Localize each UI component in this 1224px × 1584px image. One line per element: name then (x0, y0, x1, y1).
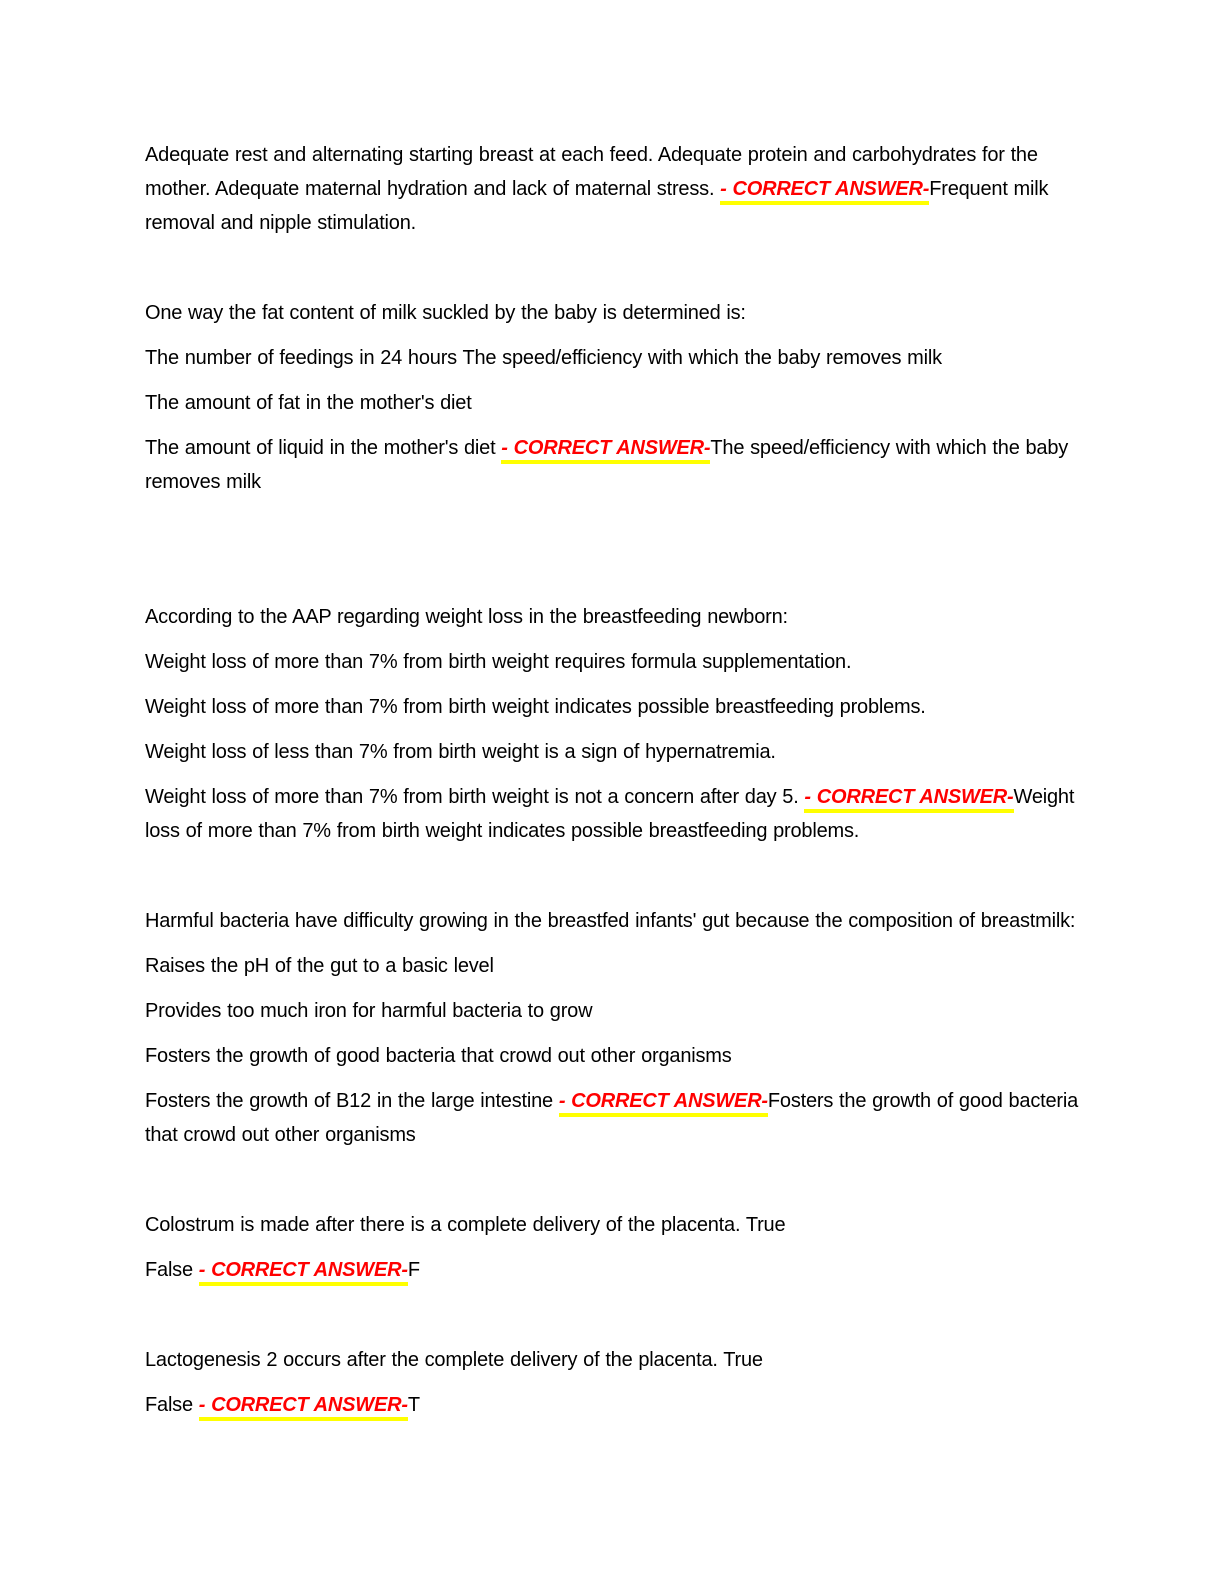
paragraph (145, 341, 1080, 375)
paragraph (145, 780, 1080, 848)
paragraph (145, 735, 1080, 769)
body-text: Fosters the growth of B12 in the large intestine (145, 1090, 559, 1112)
correct-answer-label: - CORRECT ANSWER- (559, 1090, 768, 1117)
body-text: The number of feedings in 24 hours The speed/efficiency with which the baby removes milk (145, 347, 942, 369)
body-text: The amount of liquid in the mother's diet (145, 437, 502, 459)
body-text: Adequate rest and alternating starting breast at each feed. Adequate protein and carbohydrates for the mother. Adequate maternal hydration and lack of maternal stress. (145, 144, 1038, 200)
paragraph (145, 1039, 1080, 1073)
paragraph (145, 1208, 1080, 1242)
body-text: Raises the pH of the gut to a basic level (145, 955, 494, 977)
correct-answer-label: - CORRECT ANSWER- (804, 786, 1013, 813)
paragraph (145, 431, 1080, 499)
body-text: T (407, 1394, 420, 1416)
body-text: The amount of fat in the mother's diet (145, 392, 472, 414)
blank-line (145, 555, 1080, 589)
paragraph (145, 1084, 1080, 1152)
correct-answer-label: - CORRECT ANSWER- (199, 1394, 408, 1421)
body-text: Lactogenesis 2 occurs after the complete delivery of the placenta. True (145, 1349, 763, 1371)
paragraph (145, 949, 1080, 983)
paragraph (145, 690, 1080, 724)
paragraph (145, 904, 1080, 938)
blank-line (145, 859, 1080, 893)
body-text: Weight loss of more than 7% from birth weight requires formula supplementation. (145, 651, 852, 673)
body-text: Weight loss of more than 7% from birth weight indicates possible breastfeeding problems. (145, 696, 926, 718)
paragraph (145, 600, 1080, 634)
blank-line (145, 1298, 1080, 1332)
body-text: Weight loss of more than 7% from birth weight is not a concern after day 5. (145, 786, 805, 808)
paragraph (145, 994, 1080, 1028)
correct-answer-label: - CORRECT ANSWER- (501, 437, 710, 464)
body-text: Weight loss of more than 7% from birth weight indicates possible breastfeeding problems. (145, 786, 1075, 842)
body-text: F (407, 1259, 420, 1281)
paragraph (145, 386, 1080, 420)
blank-line (145, 510, 1080, 544)
body-text: Weight loss of less than 7% from birth weight is a sign of hypernatremia. (145, 741, 776, 763)
paragraph (145, 1253, 1080, 1287)
body-text: Provides too much iron for harmful bacteria to grow (145, 1000, 593, 1022)
paragraph (145, 1343, 1080, 1377)
body-text: Fosters the growth of good bacteria that crowd out other organisms (145, 1090, 1079, 1146)
body-text: Colostrum is made after there is a complete delivery of the placenta. True (145, 1214, 786, 1236)
correct-answer-label: - CORRECT ANSWER- (720, 178, 929, 205)
body-text: False (145, 1394, 199, 1416)
blank-line (145, 1163, 1080, 1197)
blank-line (145, 251, 1080, 285)
correct-answer-label: - CORRECT ANSWER- (199, 1259, 408, 1286)
body-text: According to the AAP regarding weight loss in the breastfeeding newborn: (145, 606, 788, 628)
body-text: False (145, 1259, 199, 1281)
body-text: Harmful bacteria have difficulty growing in the breastfed infants' gut because the composition of breastmilk: (145, 910, 1076, 932)
body-text: Fosters the growth of good bacteria that crowd out other organisms (145, 1045, 732, 1067)
paragraph (145, 1388, 1080, 1422)
body-text: One way the fat content of milk suckled by the baby is determined is: (145, 302, 746, 324)
document-body (145, 138, 1080, 1422)
paragraph (145, 645, 1080, 679)
body-text: Frequent milk removal and nipple stimulation. (145, 178, 1049, 234)
body-text: The speed/efficiency with which the baby removes milk (145, 437, 1069, 493)
paragraph (145, 296, 1080, 330)
paragraph (145, 138, 1080, 240)
